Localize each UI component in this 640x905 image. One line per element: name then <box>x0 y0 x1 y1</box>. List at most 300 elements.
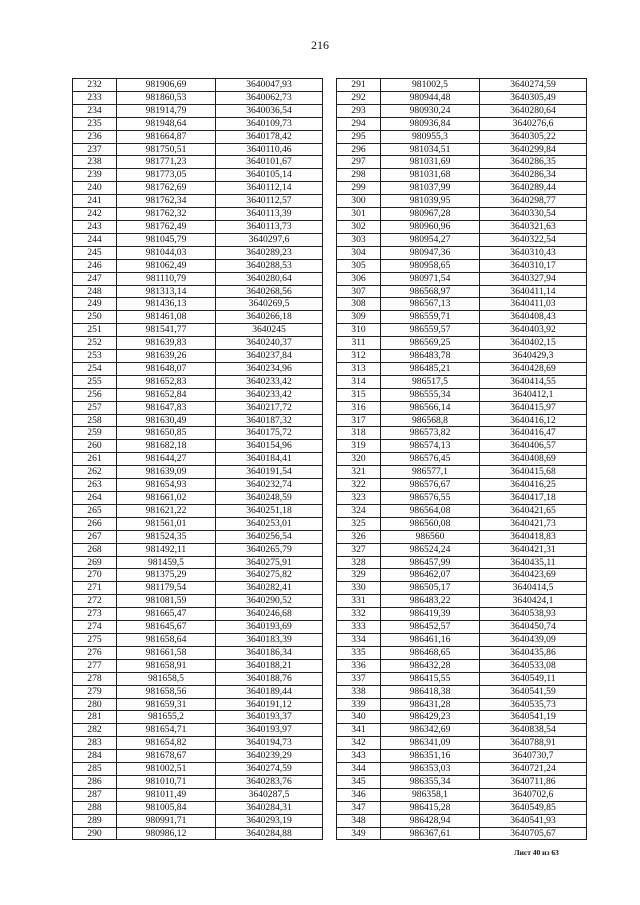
table-row <box>337 143 587 156</box>
table-row <box>337 130 587 143</box>
x-coordinate-cell: 986429,23 <box>381 711 480 724</box>
x-coordinate-cell: 986568,8 <box>381 414 480 427</box>
point-number-cell: 297 <box>337 156 381 169</box>
y-coordinate-cell: 3640245 <box>216 324 323 337</box>
table-row <box>73 130 323 143</box>
x-coordinate-cell: 986419,39 <box>381 608 480 621</box>
table-row <box>337 595 587 608</box>
y-coordinate-cell: 3640429,3 <box>480 350 587 363</box>
table-row <box>337 763 587 776</box>
table-row <box>73 659 323 672</box>
y-coordinate-cell: 3640321,63 <box>480 220 587 233</box>
table-row <box>73 814 323 827</box>
x-coordinate-cell: 980936,84 <box>381 117 480 130</box>
point-number-cell: 248 <box>73 285 117 298</box>
point-number-cell: 254 <box>73 362 117 375</box>
table-row <box>73 388 323 401</box>
x-coordinate-cell: 981002,5 <box>381 79 480 92</box>
table-row <box>73 582 323 595</box>
y-coordinate-cell: 3640233,42 <box>216 388 323 401</box>
y-coordinate-cell: 3640248,59 <box>216 492 323 505</box>
point-number-cell: 327 <box>337 543 381 556</box>
y-coordinate-cell: 3640194,73 <box>216 737 323 750</box>
y-coordinate-cell: 3640417,18 <box>480 492 587 505</box>
point-number-cell: 326 <box>337 530 381 543</box>
point-number-cell: 233 <box>73 91 117 104</box>
point-number-cell: 305 <box>337 259 381 272</box>
y-coordinate-cell: 3640283,76 <box>216 775 323 788</box>
x-coordinate-cell: 986564,08 <box>381 504 480 517</box>
x-coordinate-cell: 980986,12 <box>117 827 216 840</box>
table-row <box>337 737 587 750</box>
table-row <box>73 466 323 479</box>
x-coordinate-cell: 986462,07 <box>381 569 480 582</box>
x-coordinate-cell: 986351,16 <box>381 750 480 763</box>
table-row <box>73 504 323 517</box>
table-row <box>337 775 587 788</box>
y-coordinate-cell: 3640541,59 <box>480 685 587 698</box>
point-number-cell: 281 <box>73 711 117 724</box>
point-number-cell: 262 <box>73 466 117 479</box>
table-row <box>73 698 323 711</box>
point-number-cell: 313 <box>337 362 381 375</box>
x-coordinate-cell: 981654,82 <box>117 737 216 750</box>
table-row <box>73 195 323 208</box>
point-number-cell: 271 <box>73 582 117 595</box>
point-number-cell: 273 <box>73 608 117 621</box>
y-coordinate-cell: 3640705,67 <box>480 827 587 840</box>
point-number-cell: 264 <box>73 492 117 505</box>
x-coordinate-cell: 981045,79 <box>117 233 216 246</box>
x-coordinate-cell: 986574,13 <box>381 440 480 453</box>
x-coordinate-cell: 986566,14 <box>381 401 480 414</box>
point-number-cell: 241 <box>73 195 117 208</box>
x-coordinate-cell: 981062,49 <box>117 259 216 272</box>
y-coordinate-cell: 3640239,29 <box>216 750 323 763</box>
y-coordinate-cell: 3640286,35 <box>480 156 587 169</box>
x-coordinate-cell: 981661,02 <box>117 492 216 505</box>
table-row <box>73 337 323 350</box>
table-row <box>73 91 323 104</box>
point-number-cell: 342 <box>337 737 381 750</box>
y-coordinate-cell: 3640421,73 <box>480 517 587 530</box>
point-number-cell: 245 <box>73 246 117 259</box>
x-coordinate-cell: 986355,34 <box>381 775 480 788</box>
table-row <box>73 827 323 840</box>
point-number-cell: 244 <box>73 233 117 246</box>
table-row <box>337 556 587 569</box>
y-coordinate-cell: 3640416,12 <box>480 414 587 427</box>
y-coordinate-cell: 3640541,19 <box>480 711 587 724</box>
y-coordinate-cell: 3640287,5 <box>216 788 323 801</box>
table-row <box>73 633 323 646</box>
point-number-cell: 300 <box>337 195 381 208</box>
x-coordinate-cell: 981541,77 <box>117 324 216 337</box>
x-coordinate-cell: 986358,1 <box>381 788 480 801</box>
x-coordinate-cell: 981665,47 <box>117 608 216 621</box>
point-number-cell: 288 <box>73 801 117 814</box>
y-coordinate-cell: 3640113,73 <box>216 220 323 233</box>
point-number-cell: 316 <box>337 401 381 414</box>
x-coordinate-cell: 981034,51 <box>381 143 480 156</box>
point-number-cell: 283 <box>73 737 117 750</box>
point-number-cell: 307 <box>337 285 381 298</box>
table-row <box>73 375 323 388</box>
table-row <box>337 117 587 130</box>
table-row <box>337 788 587 801</box>
table-row <box>73 362 323 375</box>
table-row <box>73 646 323 659</box>
point-number-cell: 324 <box>337 504 381 517</box>
y-coordinate-cell: 3640322,54 <box>480 233 587 246</box>
y-coordinate-cell: 3640310,17 <box>480 259 587 272</box>
point-number-cell: 234 <box>73 104 117 117</box>
x-coordinate-cell: 986457,99 <box>381 556 480 569</box>
x-coordinate-cell: 981645,67 <box>117 621 216 634</box>
table-row <box>73 711 323 724</box>
table-row <box>337 285 587 298</box>
y-coordinate-cell: 3640154,96 <box>216 440 323 453</box>
table-row <box>337 169 587 182</box>
x-coordinate-cell: 981492,11 <box>117 543 216 556</box>
table-row <box>337 272 587 285</box>
point-number-cell: 242 <box>73 208 117 221</box>
x-coordinate-cell: 981658,91 <box>117 659 216 672</box>
table-row <box>337 311 587 324</box>
y-coordinate-cell: 3640549,85 <box>480 801 587 814</box>
y-coordinate-cell: 3640406,57 <box>480 440 587 453</box>
point-number-cell: 333 <box>337 621 381 634</box>
point-number-cell: 320 <box>337 453 381 466</box>
point-number-cell: 251 <box>73 324 117 337</box>
y-coordinate-cell: 3640184,41 <box>216 453 323 466</box>
y-coordinate-cell: 3640280,64 <box>480 104 587 117</box>
table-row <box>73 672 323 685</box>
y-coordinate-cell: 3640109,73 <box>216 117 323 130</box>
point-number-cell: 339 <box>337 698 381 711</box>
table-row <box>73 324 323 337</box>
x-coordinate-cell: 980954,27 <box>381 233 480 246</box>
y-coordinate-cell: 3640253,01 <box>216 517 323 530</box>
point-number-cell: 279 <box>73 685 117 698</box>
table-row <box>337 440 587 453</box>
point-number-cell: 272 <box>73 595 117 608</box>
x-coordinate-cell: 986524,24 <box>381 543 480 556</box>
y-coordinate-cell: 3640408,69 <box>480 453 587 466</box>
table-row <box>337 608 587 621</box>
table-row <box>73 79 323 92</box>
y-coordinate-cell: 3640330,54 <box>480 208 587 221</box>
table-row <box>73 608 323 621</box>
table-row <box>73 414 323 427</box>
y-coordinate-cell: 3640439,09 <box>480 633 587 646</box>
point-number-cell: 329 <box>337 569 381 582</box>
y-coordinate-cell: 3640305,22 <box>480 130 587 143</box>
table-row <box>337 350 587 363</box>
x-coordinate-cell: 981652,84 <box>117 388 216 401</box>
table-row <box>73 621 323 634</box>
point-number-cell: 304 <box>337 246 381 259</box>
point-number-cell: 328 <box>337 556 381 569</box>
x-coordinate-cell: 986461,16 <box>381 633 480 646</box>
x-coordinate-cell: 981037,99 <box>381 182 480 195</box>
x-coordinate-cell: 981561,01 <box>117 517 216 530</box>
x-coordinate-cell: 980947,36 <box>381 246 480 259</box>
x-coordinate-cell: 981639,83 <box>117 337 216 350</box>
point-number-cell: 258 <box>73 414 117 427</box>
x-coordinate-cell: 986483,78 <box>381 350 480 363</box>
x-coordinate-cell: 981010,71 <box>117 775 216 788</box>
point-number-cell: 284 <box>73 750 117 763</box>
point-number-cell: 277 <box>73 659 117 672</box>
x-coordinate-cell: 981044,03 <box>117 246 216 259</box>
y-coordinate-cell: 3640721,24 <box>480 763 587 776</box>
x-coordinate-cell: 981658,5 <box>117 672 216 685</box>
point-number-cell: 280 <box>73 698 117 711</box>
table-row <box>337 337 587 350</box>
table-row <box>337 672 587 685</box>
point-number-cell: 312 <box>337 350 381 363</box>
point-number-cell: 348 <box>337 814 381 827</box>
table-row <box>73 775 323 788</box>
table-row <box>337 698 587 711</box>
y-coordinate-cell: 3640289,44 <box>480 182 587 195</box>
table-row <box>337 543 587 556</box>
y-coordinate-cell: 3640402,15 <box>480 337 587 350</box>
point-number-cell: 338 <box>337 685 381 698</box>
y-coordinate-cell: 3640187,32 <box>216 414 323 427</box>
y-coordinate-cell: 3640282,41 <box>216 582 323 595</box>
y-coordinate-cell: 3640191,12 <box>216 698 323 711</box>
table-row <box>73 492 323 505</box>
table-row <box>73 233 323 246</box>
x-coordinate-cell: 981639,09 <box>117 466 216 479</box>
x-coordinate-cell: 986567,13 <box>381 298 480 311</box>
y-coordinate-cell: 3640289,23 <box>216 246 323 259</box>
y-coordinate-cell: 3640240,37 <box>216 337 323 350</box>
x-coordinate-cell: 986517,5 <box>381 375 480 388</box>
x-coordinate-cell: 986568,97 <box>381 285 480 298</box>
point-number-cell: 250 <box>73 311 117 324</box>
table-row <box>73 298 323 311</box>
x-coordinate-cell: 981648,07 <box>117 362 216 375</box>
x-coordinate-cell: 986559,71 <box>381 311 480 324</box>
table-row <box>337 91 587 104</box>
x-coordinate-cell: 981773,05 <box>117 169 216 182</box>
sheet-footer: Лист 40 из 63 <box>514 848 559 857</box>
x-coordinate-cell: 981762,69 <box>117 182 216 195</box>
x-coordinate-cell: 981630,49 <box>117 414 216 427</box>
table-row <box>73 182 323 195</box>
y-coordinate-cell: 3640256,54 <box>216 530 323 543</box>
y-coordinate-cell: 3640288,53 <box>216 259 323 272</box>
x-coordinate-cell: 981762,49 <box>117 220 216 233</box>
table-row <box>73 685 323 698</box>
x-coordinate-cell: 986576,55 <box>381 492 480 505</box>
point-number-cell: 337 <box>337 672 381 685</box>
point-number-cell: 253 <box>73 350 117 363</box>
y-coordinate-cell: 3640414,5 <box>480 582 587 595</box>
table-row <box>337 646 587 659</box>
point-number-cell: 306 <box>337 272 381 285</box>
x-coordinate-cell: 981110,79 <box>117 272 216 285</box>
table-row <box>337 492 587 505</box>
table-row <box>337 233 587 246</box>
x-coordinate-cell: 986555,34 <box>381 388 480 401</box>
x-coordinate-cell: 981914,79 <box>117 104 216 117</box>
table-row <box>337 324 587 337</box>
x-coordinate-cell: 981179,54 <box>117 582 216 595</box>
table-row <box>73 530 323 543</box>
x-coordinate-cell: 981313,14 <box>117 285 216 298</box>
y-coordinate-cell: 3640298,77 <box>480 195 587 208</box>
y-coordinate-cell: 3640711,86 <box>480 775 587 788</box>
table-row <box>337 711 587 724</box>
x-coordinate-cell: 986342,69 <box>381 724 480 737</box>
x-coordinate-cell: 980958,65 <box>381 259 480 272</box>
point-number-cell: 346 <box>337 788 381 801</box>
point-number-cell: 293 <box>337 104 381 117</box>
point-number-cell: 274 <box>73 621 117 634</box>
y-coordinate-cell: 3640183,39 <box>216 633 323 646</box>
x-coordinate-cell: 986483,22 <box>381 595 480 608</box>
point-number-cell: 282 <box>73 724 117 737</box>
point-number-cell: 252 <box>73 337 117 350</box>
table-row <box>73 401 323 414</box>
x-coordinate-cell: 981654,93 <box>117 479 216 492</box>
point-number-cell: 292 <box>337 91 381 104</box>
point-number-cell: 294 <box>337 117 381 130</box>
table-row <box>337 569 587 582</box>
x-coordinate-cell: 986415,55 <box>381 672 480 685</box>
x-coordinate-cell: 981461,08 <box>117 311 216 324</box>
point-number-cell: 303 <box>337 233 381 246</box>
point-number-cell: 247 <box>73 272 117 285</box>
point-number-cell: 345 <box>337 775 381 788</box>
y-coordinate-cell: 3640428,69 <box>480 362 587 375</box>
x-coordinate-cell: 986576,45 <box>381 453 480 466</box>
y-coordinate-cell: 3640284,31 <box>216 801 323 814</box>
y-coordinate-cell: 3640424,1 <box>480 595 587 608</box>
table-row <box>73 440 323 453</box>
table-row <box>73 724 323 737</box>
y-coordinate-cell: 3640305,49 <box>480 91 587 104</box>
table-row <box>337 208 587 221</box>
point-number-cell: 269 <box>73 556 117 569</box>
table-row <box>73 220 323 233</box>
point-number-cell: 278 <box>73 672 117 685</box>
point-number-cell: 347 <box>337 801 381 814</box>
x-coordinate-cell: 981644,27 <box>117 453 216 466</box>
table-row <box>73 763 323 776</box>
table-row <box>73 285 323 298</box>
table-row <box>73 246 323 259</box>
y-coordinate-cell: 3640186,34 <box>216 646 323 659</box>
x-coordinate-cell: 986577,1 <box>381 466 480 479</box>
point-number-cell: 261 <box>73 453 117 466</box>
point-number-cell: 287 <box>73 788 117 801</box>
point-number-cell: 334 <box>337 633 381 646</box>
y-coordinate-cell: 3640188,76 <box>216 672 323 685</box>
x-coordinate-cell: 981762,34 <box>117 195 216 208</box>
point-number-cell: 249 <box>73 298 117 311</box>
table-row <box>73 156 323 169</box>
y-coordinate-cell: 3640423,69 <box>480 569 587 582</box>
table-row <box>337 621 587 634</box>
point-number-cell: 335 <box>337 646 381 659</box>
x-coordinate-cell: 986428,94 <box>381 814 480 827</box>
point-number-cell: 239 <box>73 169 117 182</box>
table-row <box>73 259 323 272</box>
y-coordinate-cell: 3640101,67 <box>216 156 323 169</box>
x-coordinate-cell: 981647,83 <box>117 401 216 414</box>
y-coordinate-cell: 3640112,14 <box>216 182 323 195</box>
table-row <box>337 259 587 272</box>
table-row <box>337 246 587 259</box>
y-coordinate-cell: 3640275,82 <box>216 569 323 582</box>
table-row <box>337 724 587 737</box>
table-row <box>73 517 323 530</box>
x-coordinate-cell: 986432,28 <box>381 659 480 672</box>
y-coordinate-cell: 3640541,93 <box>480 814 587 827</box>
x-coordinate-cell: 986573,82 <box>381 427 480 440</box>
point-number-cell: 267 <box>73 530 117 543</box>
table-row <box>337 156 587 169</box>
point-number-cell: 270 <box>73 569 117 582</box>
y-coordinate-cell: 3640266,18 <box>216 311 323 324</box>
table-row <box>337 750 587 763</box>
x-coordinate-cell: 986353,03 <box>381 763 480 776</box>
x-coordinate-cell: 980955,3 <box>381 130 480 143</box>
table-row <box>73 427 323 440</box>
y-coordinate-cell: 3640276,6 <box>480 117 587 130</box>
point-number-cell: 291 <box>337 79 381 92</box>
x-coordinate-cell: 980944,48 <box>381 91 480 104</box>
y-coordinate-cell: 3640408,43 <box>480 311 587 324</box>
table-row <box>337 182 587 195</box>
point-number-cell: 232 <box>73 79 117 92</box>
x-coordinate-cell: 981659,31 <box>117 698 216 711</box>
point-number-cell: 322 <box>337 479 381 492</box>
point-number-cell: 298 <box>337 169 381 182</box>
x-coordinate-cell: 986505,17 <box>381 582 480 595</box>
point-number-cell: 308 <box>337 298 381 311</box>
point-number-cell: 240 <box>73 182 117 195</box>
y-coordinate-cell: 3640175,72 <box>216 427 323 440</box>
y-coordinate-cell: 3640412,1 <box>480 388 587 401</box>
table-row <box>73 350 323 363</box>
table-row <box>337 466 587 479</box>
y-coordinate-cell: 3640421,65 <box>480 504 587 517</box>
y-coordinate-cell: 3640047,93 <box>216 79 323 92</box>
table-row <box>337 220 587 233</box>
y-coordinate-cell: 3640234,96 <box>216 362 323 375</box>
x-coordinate-cell: 986485,21 <box>381 362 480 375</box>
x-coordinate-cell: 986560 <box>381 530 480 543</box>
x-coordinate-cell: 981658,56 <box>117 685 216 698</box>
point-number-cell: 263 <box>73 479 117 492</box>
table-row <box>73 169 323 182</box>
point-number-cell: 309 <box>337 311 381 324</box>
point-number-cell: 285 <box>73 763 117 776</box>
point-number-cell: 349 <box>337 827 381 840</box>
y-coordinate-cell: 3640284,88 <box>216 827 323 840</box>
y-coordinate-cell: 3640702,6 <box>480 788 587 801</box>
coordinates-table-right <box>336 78 587 840</box>
point-number-cell: 235 <box>73 117 117 130</box>
y-coordinate-cell: 3640036,54 <box>216 104 323 117</box>
point-number-cell: 246 <box>73 259 117 272</box>
